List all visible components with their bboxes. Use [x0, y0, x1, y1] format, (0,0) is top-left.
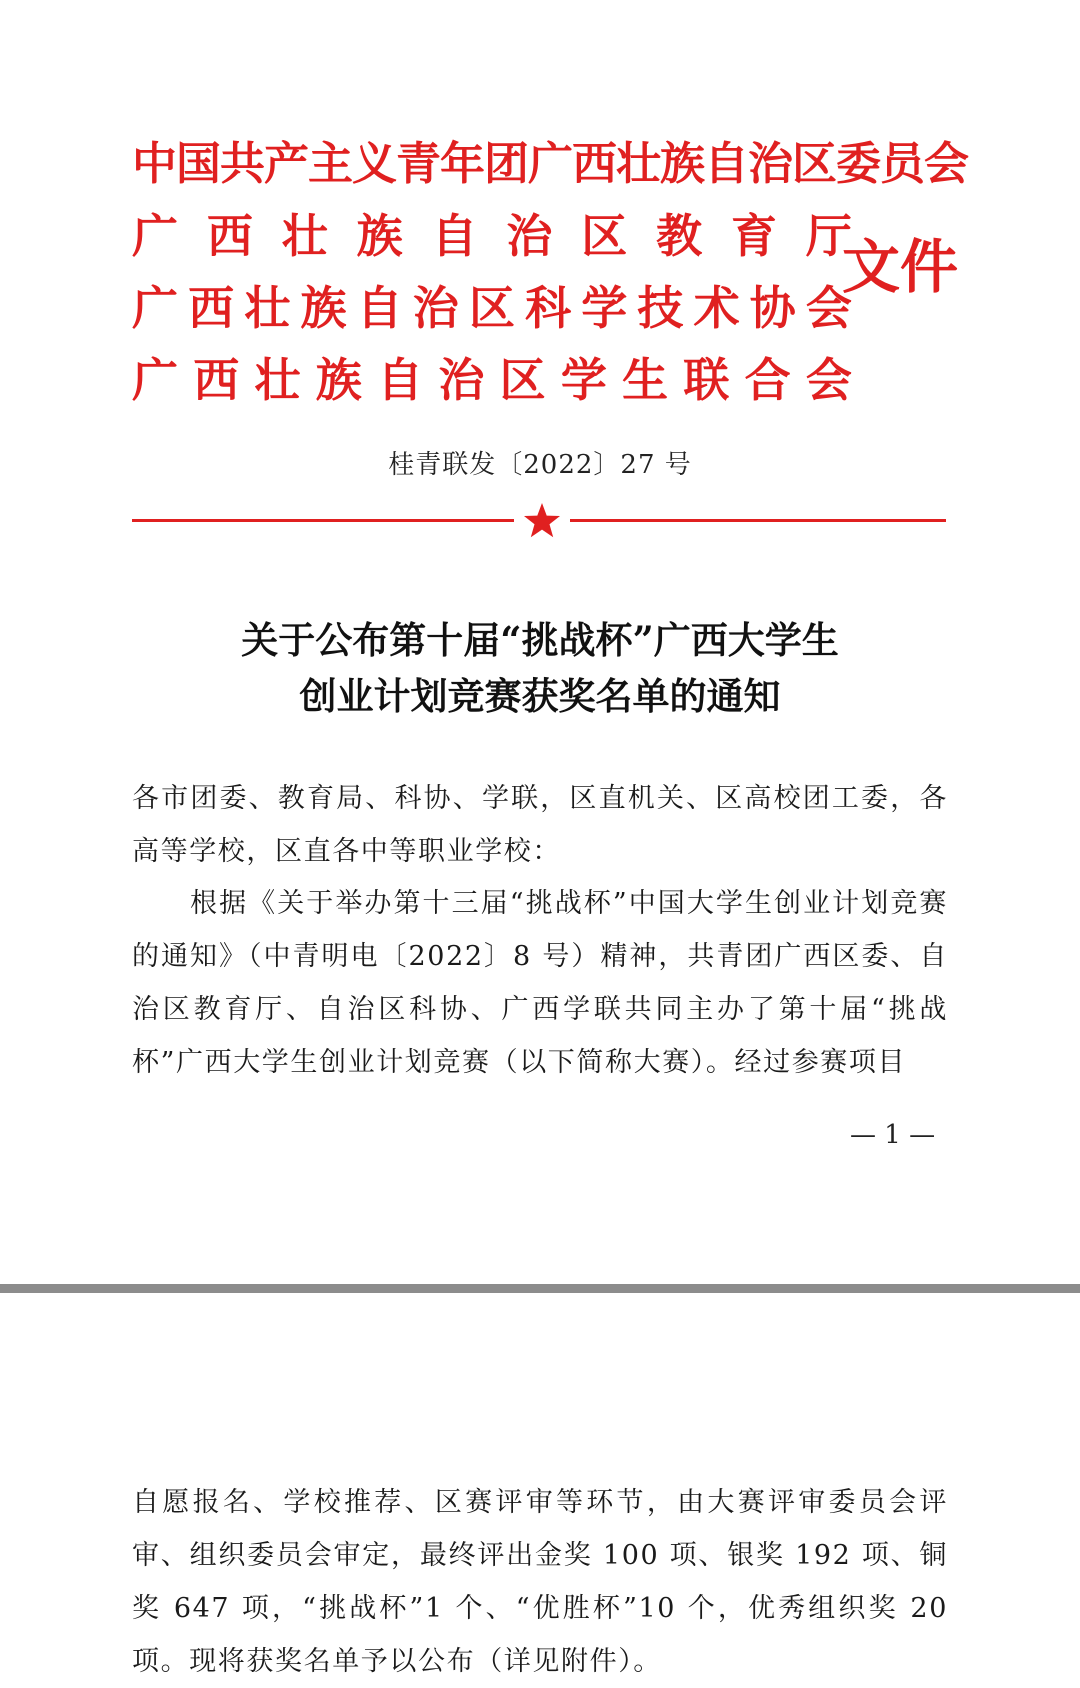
org-character: 区 [468, 281, 515, 335]
org-character: 教 [656, 209, 703, 263]
org-line-education-department [132, 200, 852, 272]
org-character: 壮 [244, 281, 291, 335]
org-character: 术 [693, 281, 740, 335]
document-number: 桂青联发〔2022〕27 号 [388, 450, 692, 480]
org-character: 治 [506, 209, 553, 263]
org-character: 会 [805, 281, 852, 335]
org-character: 合 [744, 353, 791, 407]
document-type-label: 文件 [842, 233, 959, 301]
red-star-icon [522, 501, 562, 541]
page-divider [0, 1284, 1080, 1293]
org-character: 治 [438, 353, 485, 407]
org-character: 厅 [805, 209, 852, 263]
org-character: 会 [805, 353, 852, 407]
org-character: 西 [193, 353, 240, 407]
org-character: 自 [431, 209, 478, 263]
org-character: 壮 [254, 353, 301, 407]
org-character: 广 [132, 353, 178, 407]
org-character: 学 [560, 353, 607, 407]
body-paragraph-2: 自愿报名、学校推荐、区赛评审等环节，由大赛评审委员会评审、组织委员会审定，最终评出金奖 100 项、银奖 192 项、铜奖 647 项，“挑战杯”1 个、“优胜杯”10 个，优秀组织奖 20 项。现将获奖名单予以公布（详见附件）。 [132, 1487, 948, 1677]
org-character: 族 [356, 209, 403, 263]
org-character: 西 [188, 281, 235, 335]
org-character: 壮 [281, 209, 328, 263]
red-rule-right [570, 519, 946, 522]
org-character: 广 [132, 281, 178, 335]
title-line-1: 关于公布第十届“挑战杯”广西大学生 [241, 618, 839, 662]
org-character: 区 [499, 353, 546, 407]
title-line-2: 创业计划竞赛获奖名单的通知 [299, 674, 781, 718]
org-line-youth-league: 中国共产主义青年团广西壮族自治区委员会 [132, 137, 969, 190]
org-character: 自 [377, 353, 424, 407]
org-character: 治 [412, 281, 459, 335]
org-line-student-federation [132, 344, 852, 416]
page-number: — 1 — [850, 1120, 936, 1150]
document-title [0, 612, 1080, 724]
org-character: 区 [581, 209, 628, 263]
org-character: 族 [315, 353, 362, 407]
org-character: 生 [622, 353, 669, 407]
org-character: 学 [581, 281, 628, 335]
body-paragraph-1: 根据《关于举办第十三届“挑战杯”中国大学生创业计划竞赛的通知》（中青明电〔2022〕8 号）精神，共青团广西区委、自治区教育厅、自治区科协、广西学联共同主办了第十届“挑战杯”广西大学生创业计划竞赛（以下简称大赛）。经过参赛项目 [132, 888, 948, 1078]
org-character: 育 [731, 209, 777, 263]
org-character: 族 [300, 281, 347, 335]
red-rule-left [132, 519, 514, 522]
org-character: 联 [683, 353, 730, 407]
org-character: 技 [637, 281, 684, 335]
org-line-science-association [132, 272, 852, 344]
org-character: 西 [206, 209, 253, 263]
recipients-paragraph: 各市团委、教育局、科协、学联，区直机关、区高校团工委，各高等学校，区直各中等职业学校： [132, 783, 948, 867]
org-character: 广 [132, 209, 178, 263]
org-character: 科 [525, 281, 572, 335]
org-character: 自 [356, 281, 403, 335]
org-character: 协 [749, 281, 796, 335]
